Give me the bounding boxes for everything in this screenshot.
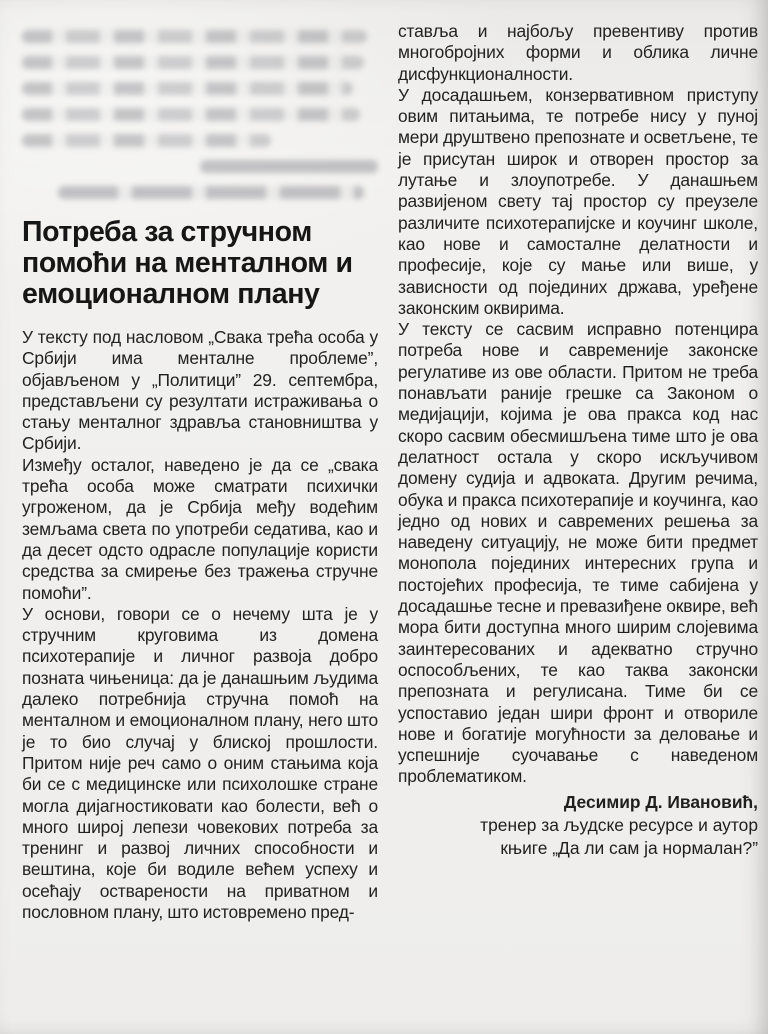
article-paragraph: ставља и најбољу превентиву против многобројних форми и облика личне дисфункционалности. [398, 21, 758, 84]
blurred-text-line [22, 82, 353, 95]
byline-book-title: књиге „Да ли сам ја нормалан?” [500, 837, 758, 858]
article-title: Потреба за стручном помоћи на менталном и емоционалном плану [22, 216, 353, 310]
article-paragraph: У досадашњем, конзервативном приступу овим питањима, те потребе нису у пуној мери друштвено препознате и осветљене, те је присутан широк и отворен простор за лутање и злоупотребе. У данашњем развијеном свету тај простор су преузеле различите психотерапијске и коучинг школе, као нове и самосталне делатности и професије, које су мање или више, у зависности од појединих држава, уређене законским оквирима. [398, 84, 758, 318]
blurred-text-line [200, 160, 378, 173]
left-column [22, 0, 378, 923]
article-paragraph: Између осталог, наведено је да се „свака трећа особа може сматрати психички угроженом, да је Србија међу водећим земљама света по употреби седатива, као и да десет одсто одрасле популације користи средства за смирење без тражења стручне помоћи”. [22, 454, 378, 603]
article-paragraph: У основи, говори се о нечему шта је у стручним круговима из домена психотерапије и личног развоја добро позната чињеница: да је данашњим људима далеко потребнија стручна помоћ на менталном и емоционалном плану, него што је то био случај у блиској прошлости. Притом није реч само о оним стањима која би се с медицинске или психолошке стране могла дијагностиковати као болести, већ о много широј лепези човекових потреба за тренинг и развој личних способности и вештина, које би водиле већем успеху и осећају остварености на приватном и пословном плану, што истовремено пред- [22, 603, 378, 923]
blurred-text-line [22, 108, 360, 121]
blurred-text-line [58, 186, 364, 199]
blurred-text-line [22, 30, 367, 43]
byline-author: Десимир Д. Ивановић, [563, 791, 758, 812]
blurred-text-line [22, 56, 364, 69]
blurred-text-line [22, 134, 271, 147]
byline [398, 791, 758, 860]
blurred-reverse-page-text [22, 30, 378, 190]
article-paragraph: У тексту се сасвим исправно потенцира потреба нове и савременије законске регулативе из ове области. Притом не треба понављати раније грешке са Законом о медијацији, којима је ова пракса код нас скоро сасвим обесмишљена тиме што је ова делатност остала у скоро искључивом домену судија и адвоката. Другим речима, обука и пракса психотерапије и коучинга, као једно од нових и савремених решења за наведену ситуацију, не може бити предмет монопола појединих интересних група и постојећих професија, те тиме сабијена у досадашње тесне и превазиђене оквире, већ мора бити доступна много ширим слојевима заинтересованих и адекватно стручно оспособљених, те као таква законски препозната и регулисана. Тиме би се успоставио један шири фронт и отвориле нове и богатије могућности за деловање и успешније суочавање с наведеном проблематиком. [398, 319, 758, 787]
byline-role: тренер за људске ресурсе и аутор [480, 814, 758, 835]
right-column [398, 0, 758, 860]
article-paragraph: У тексту под насловом „Свака трећа особа у Србији има менталне проблеме”, објављеном у „Политици” 29. септембра, представљени су резултати истраживања о стању менталног здравља становништва у Србији. [22, 327, 378, 454]
